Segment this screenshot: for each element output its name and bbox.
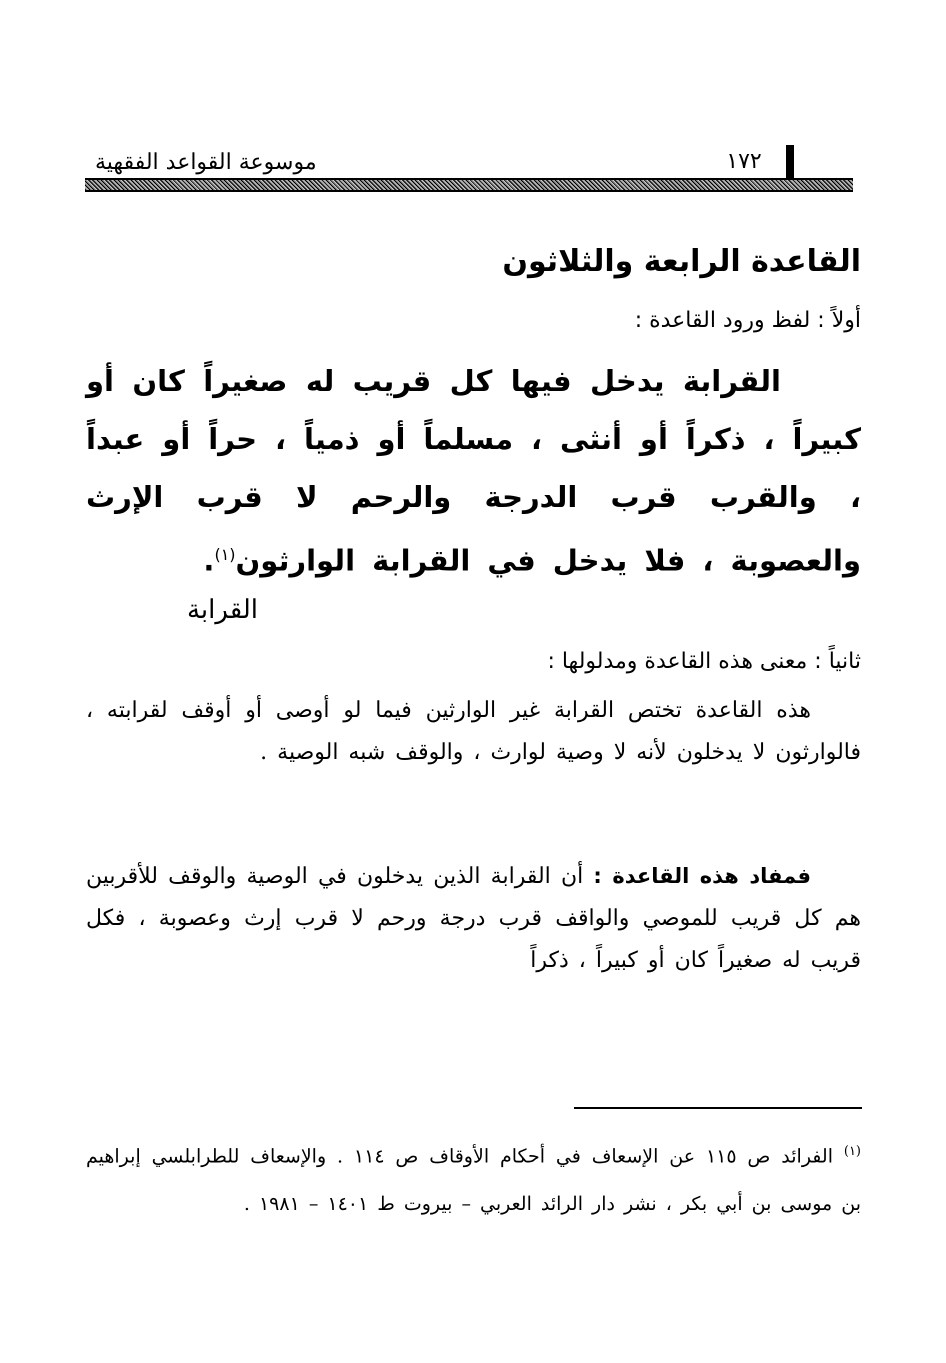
footnote-separator [574, 1107, 862, 1109]
paragraph-one: هذه القاعدة تختص القرابة غير الوارثين فيما لو أوصى أو أوقف لقرابته ، فالوارثون لا يدخلون لأنه لا وصية لوارث ، والوقف شبه الوصية . [86, 698, 861, 765]
paragraph-two [86, 855, 861, 982]
paragraph-two-text: أن القرابة الذين يدخلون في الوصية والوقف للأقربين هم كل قريب للموصي والواقف قرب درجة ورحم لا قرب إرث وعصوبة ، فكل قريب له صغيراً كان أو كبيراً ، ذكراً [86, 864, 861, 973]
rule-heading: القاعدة الرابعة والثلاثون [502, 244, 861, 279]
footnote-text: الفرائد ص ١١٥ عن الإسعاف في أحكام الأوقاف ص ١١٤ . والإسعاف للطرابلسي إبراهيم بن موسى بن أبي بكر ، نشر دار الرائد العربي – بيروت ط ١٤٠١ – ١٩٨١ . [86, 1145, 861, 1216]
page-number: ١٧٢ [726, 149, 762, 174]
rule-text [86, 352, 861, 590]
footnote-marker: (١) [843, 1144, 861, 1159]
section-one-title: أولاً : لفظ ورود القاعدة : [634, 308, 861, 333]
footnote-reference[interactable]: (١) [214, 545, 236, 564]
rule-text-end: . [203, 543, 215, 578]
footnote [86, 1128, 861, 1228]
running-title: موسوعة القواعد الفقهية [95, 150, 317, 175]
rule-text-body: القرابة يدخل فيها كل قريب له صغيراً كان أو كبيراً ، ذكراً أو أنثى ، مسلماً أو ذمياً ، حراً أو عبداً ، والقرب قرب الدرجة والرحم لا قرب الإرث والعصوبة ، فلا يدخل في القرابة الوارثون [86, 364, 861, 578]
paragraph-two-lead: فمفاد هذه القاعدة : [593, 864, 811, 888]
short-form: القرابة [186, 595, 258, 625]
header-bar [85, 178, 853, 192]
section-two-title: ثانياً : معنى هذه القاعدة ومدلولها : [547, 649, 861, 674]
